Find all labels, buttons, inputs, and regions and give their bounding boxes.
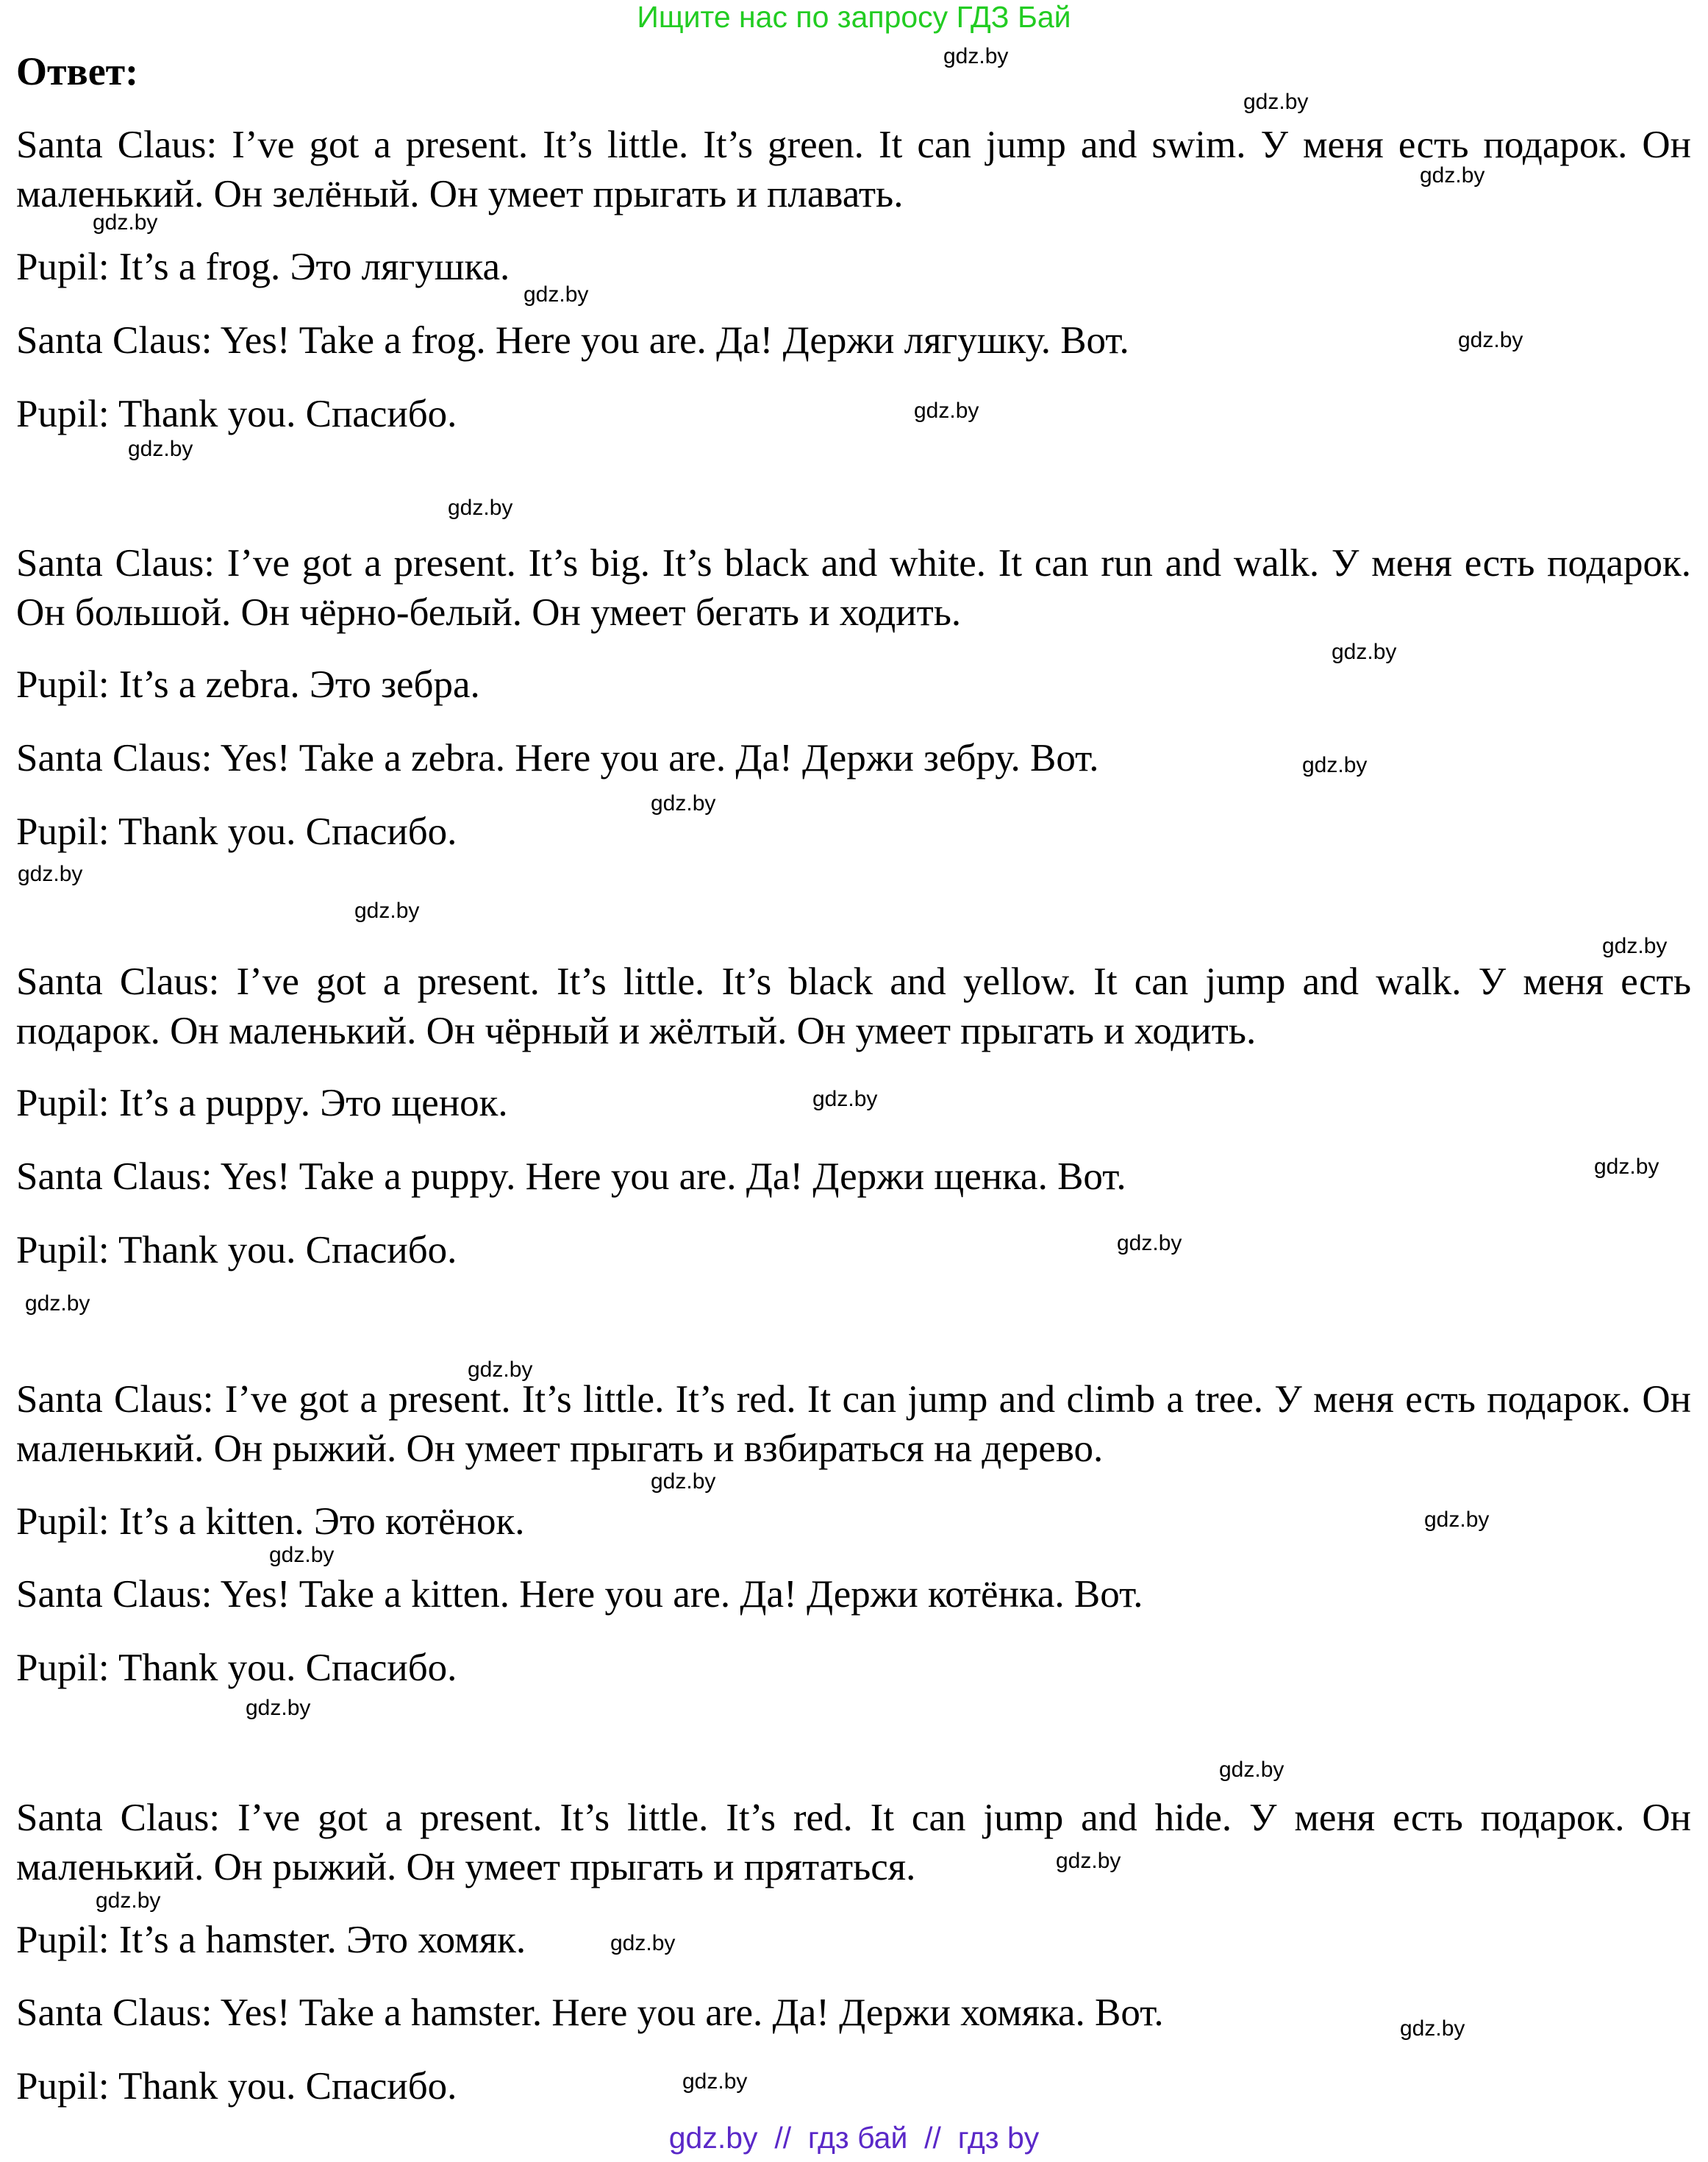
watermark: gdz.by xyxy=(914,399,979,423)
watermark: gdz.by xyxy=(1424,1508,1490,1532)
pupil-line: Pupil: Thank you. Спасибо. xyxy=(16,810,457,853)
watermark: gdz.by xyxy=(1332,640,1397,664)
pupil-line: Pupil: Thank you. Спасибо. xyxy=(16,393,457,435)
santa-line: Santa Claus: Yes! Take a zebra. Here you are. Да! Держи зебру. Вот. xyxy=(16,737,1099,779)
watermark: gdz.by xyxy=(610,1931,676,1955)
pupil-line: Pupil: Thank you. Спасибо. xyxy=(16,2065,457,2108)
santa-line: Santa Claus: I’ve got a present. It’s little. It’s red. It can jump and hide. У меня есть подарок. Он маленький. Он рыжий. Он умеет прыгать и прятаться. xyxy=(16,1797,1691,1888)
watermark: gdz.by xyxy=(1420,163,1485,188)
pupil-line: Pupil: Thank you. Спасибо. xyxy=(16,1229,457,1271)
pupil-line: Pupil: It’s a hamster. Это хомяк. xyxy=(16,1919,526,1961)
watermark: gdz.by xyxy=(1400,2016,1465,2041)
santa-line: Santa Claus: I’ve got a present. It’s little. It’s black and yellow. It can jump and walk. У меня есть подарок. Он маленький. Он чёрный и жёлтый. Он умеет прыгать и ходить. xyxy=(16,960,1691,1052)
watermark: gdz.by xyxy=(682,2069,748,2094)
watermark: gdz.by xyxy=(269,1543,335,1567)
watermark: gdz.by xyxy=(651,791,716,816)
watermark: gdz.by xyxy=(246,1696,311,1720)
pupil-line: Pupil: It’s a puppy. Это щенок. xyxy=(16,1082,508,1124)
watermark: gdz.by xyxy=(1458,328,1523,352)
pupil-line: Pupil: Thank you. Спасибо. xyxy=(16,1647,457,1689)
watermark: gdz.by xyxy=(1056,1849,1121,1873)
santa-line: Santa Claus: Yes! Take a frog. Here you are. Да! Держи лягушку. Вот. xyxy=(16,319,1129,362)
watermark: gdz.by xyxy=(943,44,1009,68)
answer-heading: Ответ: xyxy=(16,49,139,93)
pupil-line: Pupil: It’s a zebra. Это зебра. xyxy=(16,663,480,706)
watermark: gdz.by xyxy=(128,437,193,461)
watermark: gdz.by xyxy=(1594,1155,1659,1179)
santa-line: Santa Claus: I’ve got a present. It’s little. It’s green. It can jump and swim. У меня есть подарок. Он маленький. Он зелёный. Он умеет прыгать и плавать. xyxy=(16,124,1691,215)
watermark: gdz.by xyxy=(1302,753,1368,777)
pupil-line: Pupil: It’s a frog. Это лягушка. xyxy=(16,246,510,288)
watermark: gdz.by xyxy=(651,1469,716,1494)
watermark: gdz.by xyxy=(524,282,589,307)
watermark: gdz.by xyxy=(1602,934,1668,958)
santa-line: Santa Claus: Yes! Take a hamster. Here you are. Да! Держи хомяка. Вот. xyxy=(16,1991,1164,2034)
watermark: gdz.by xyxy=(354,899,420,923)
santa-line: Santa Claus: Yes! Take a kitten. Here you are. Да! Держи котёнка. Вот. xyxy=(16,1573,1143,1616)
watermark: gdz.by xyxy=(1117,1231,1182,1255)
watermark: gdz.by xyxy=(812,1087,878,1111)
santa-line: Santa Claus: I’ve got a present. It’s little. It’s red. It can jump and climb a tree. У меня есть подарок. Он маленький. Он рыжий. Он умеет прыгать и взбираться на дерево. xyxy=(16,1378,1691,1470)
watermark: gdz.by xyxy=(18,862,83,886)
watermark: gdz.by xyxy=(96,1888,161,1913)
santa-line: Santa Claus: Yes! Take a puppy. Here you are. Да! Держи щенка. Вот. xyxy=(16,1155,1126,1198)
watermark: gdz.by xyxy=(1219,1758,1284,1782)
watermark: gdz.by xyxy=(448,496,513,520)
watermark: gdz.by xyxy=(1243,90,1309,114)
santa-line: Santa Claus: I’ve got a present. It’s big. It’s black and white. It can run and walk. У меня есть подарок. Он большой. Он чёрно-белый. Он умеет бегать и ходить. xyxy=(16,542,1691,634)
watermark: gdz.by xyxy=(93,210,158,235)
top-banner: Ищите нас по запросу ГДЗ Бай xyxy=(637,0,1071,34)
footer-links: gdz.by // гдз бай // гдз by xyxy=(668,2121,1040,2155)
watermark: gdz.by xyxy=(468,1358,533,1382)
watermark: gdz.by xyxy=(25,1291,90,1316)
pupil-line: Pupil: It’s a kitten. Это котёнок. xyxy=(16,1500,525,1543)
